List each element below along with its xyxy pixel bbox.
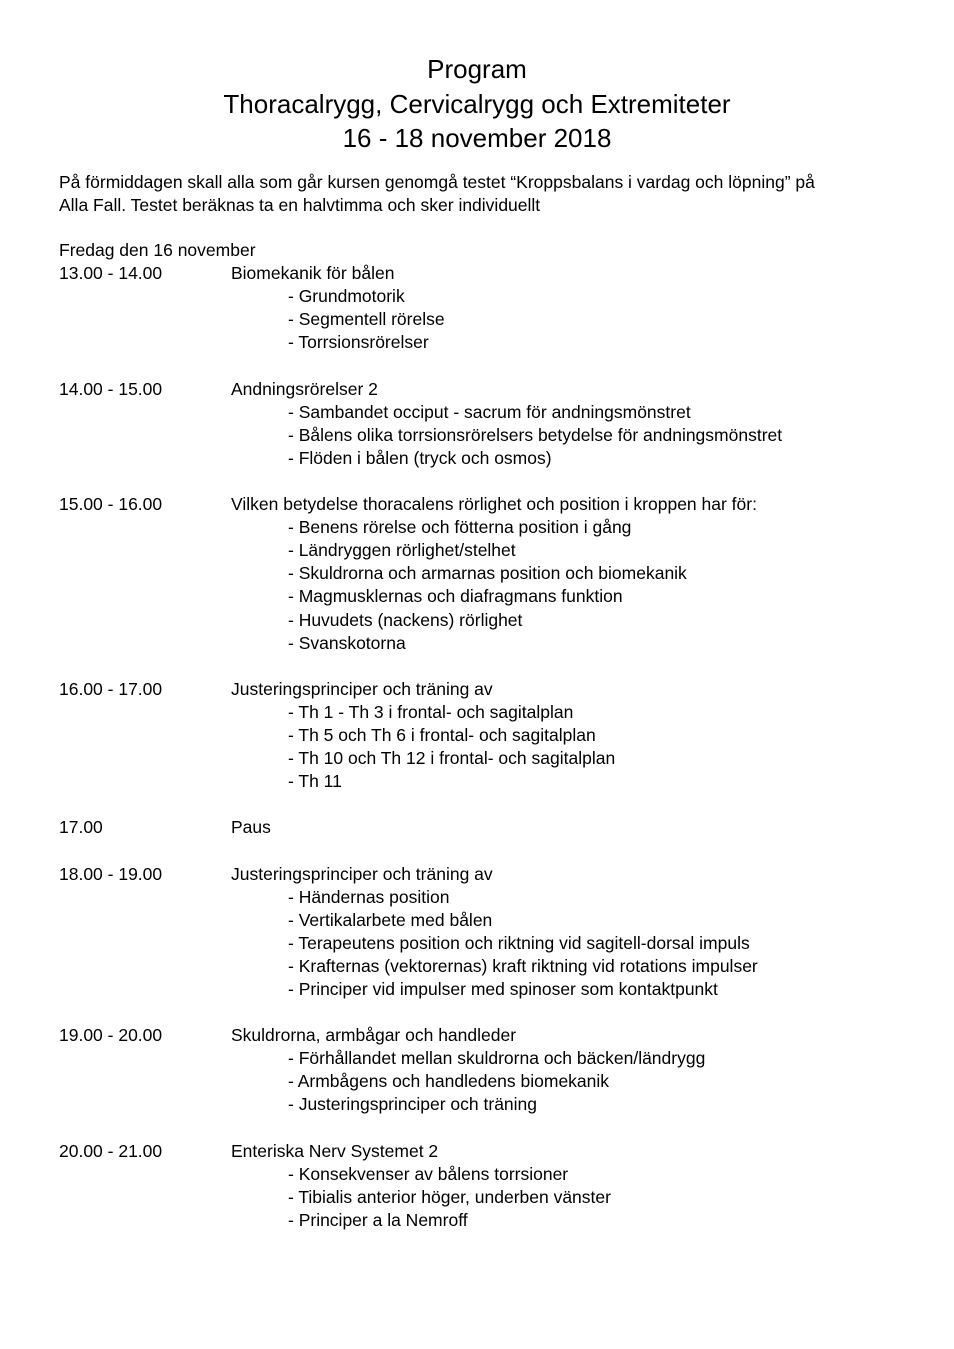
subtopic-item: - Terapeutens position och riktning vid sagitell-dorsal impuls — [288, 932, 750, 953]
subtopic-item: - Flöden i bålen (tryck och osmos) — [288, 447, 552, 468]
session-header — [59, 262, 919, 285]
intro-paragraph — [59, 171, 919, 217]
session-header — [59, 493, 919, 516]
schedule — [59, 239, 919, 1255]
subtopic-item: - Sambandet occiput - sacrum för andningsmönstret — [288, 401, 691, 422]
subtopic-item: - Armbågens och handledens biomekanik — [288, 1071, 610, 1092]
session-subtopics — [59, 1163, 919, 1232]
subtopic-item: - Torrsionsrörelser — [288, 332, 429, 353]
subtopic-item: - Tibialis anterior höger, underben vänster — [288, 1186, 611, 1207]
session-subtopics — [59, 701, 919, 793]
session-block — [59, 678, 919, 793]
session-block — [59, 262, 919, 354]
session-subtopics — [59, 401, 919, 470]
subtopic-item: - Vertikalarbete med bålen — [288, 909, 493, 930]
subtopic-item: - Justeringsprinciper och träning — [288, 1094, 538, 1115]
session-subtopics — [59, 285, 919, 354]
session-topic: Andningsrörelser 2 — [231, 378, 378, 399]
subtopic-item: - Benens rörelse och fötterna position i gång — [288, 517, 632, 538]
subtopic-item: - Bålens olika torrsionsrörelsers betydelse för andningsmönstret — [288, 424, 783, 445]
session-time: 13.00 - 14.00 — [59, 263, 163, 284]
session-block — [59, 1140, 919, 1232]
session-topic: Skuldrorna, armbågar och handleder — [231, 1025, 517, 1046]
subtopic-item: - Huvudets (nackens) rörlighet — [288, 609, 523, 630]
session-header — [59, 678, 919, 701]
session-topic: Biomekanik för bålen — [231, 263, 395, 284]
session-time: 18.00 - 19.00 — [59, 863, 163, 884]
session-time: 14.00 - 15.00 — [59, 378, 163, 399]
session-time: 15.00 - 16.00 — [59, 494, 163, 515]
subtopic-item: - Konsekvenser av bålens torrsioner — [288, 1163, 569, 1184]
subtopic-item: - Svanskotorna — [288, 632, 406, 653]
session-block — [59, 863, 919, 1002]
session-block — [59, 493, 919, 655]
title-line-3: 16 - 18 november 2018 — [342, 123, 612, 153]
subtopic-item: - Th 5 och Th 6 i frontal- och sagitalplan — [288, 724, 596, 745]
document-title — [0, 52, 954, 156]
session-header — [59, 378, 919, 401]
session-topic: Justeringsprinciper och träning av — [231, 678, 493, 699]
subtopic-item: - Krafternas (vektorernas) kraft riktning vid rotations impulser — [288, 955, 758, 976]
subtopic-item: - Th 11 — [288, 771, 342, 792]
subtopic-item: - Principer vid impulser med spinoser som kontaktpunkt — [288, 979, 718, 999]
subtopic-item: - Segmentell rörelse — [288, 309, 445, 330]
session-list — [59, 262, 919, 1232]
subtopic-item: - Magmusklernas och diafragmans funktion — [288, 586, 623, 607]
subtopic-item: - Förhållandet mellan skuldrorna och bäcken/ländrygg — [288, 1048, 706, 1069]
session-block — [59, 1024, 919, 1116]
subtopic-item: - Ländryggen rörlighet/stelhet — [288, 540, 516, 561]
subtopic-item: - Th 1 - Th 3 i frontal- och sagitalplan — [288, 701, 574, 722]
intro-line-2: Alla Fall. Testet beräknas ta en halvtimma och sker individuellt — [59, 195, 541, 215]
session-block — [59, 378, 919, 470]
subtopic-item: - Grundmotorik — [288, 286, 405, 307]
title-line-2: Thoracalrygg, Cervicalrygg och Extremiteter — [223, 88, 731, 119]
subtopic-item: - Skuldrorna och armarnas position och biomekanik — [288, 563, 687, 584]
session-topic: Enteriska Nerv Systemet 2 — [231, 1140, 439, 1161]
subtopic-item: - Händernas position — [288, 886, 450, 907]
session-time: 17.00 — [59, 817, 103, 838]
session-block — [59, 816, 919, 839]
title-line-1: Program — [427, 54, 527, 84]
session-topic: Justeringsprinciper och träning av — [231, 863, 493, 884]
session-subtopics — [59, 516, 919, 655]
day-heading: Fredag den 16 november — [59, 240, 256, 260]
session-time: 20.00 - 21.00 — [59, 1140, 163, 1161]
session-header — [59, 1024, 919, 1047]
intro-line-1: På förmiddagen skall alla som går kursen genomgå testet “Kroppsbalans i vardag och löpning” på — [59, 172, 815, 192]
subtopic-item: - Th 10 och Th 12 i frontal- och sagitalplan — [288, 748, 616, 769]
session-time: 16.00 - 17.00 — [59, 678, 163, 699]
session-subtopics — [59, 1047, 919, 1116]
session-header — [59, 1140, 919, 1163]
session-header — [59, 816, 919, 839]
session-topic: Vilken betydelse thoracalens rörlighet och position i kroppen har för: — [231, 494, 757, 515]
session-topic: Paus — [231, 817, 271, 838]
subtopic-item: - Principer a la Nemroff — [288, 1209, 468, 1230]
session-time: 19.00 - 20.00 — [59, 1025, 163, 1046]
session-subtopics — [59, 886, 919, 1001]
session-header — [59, 863, 919, 886]
